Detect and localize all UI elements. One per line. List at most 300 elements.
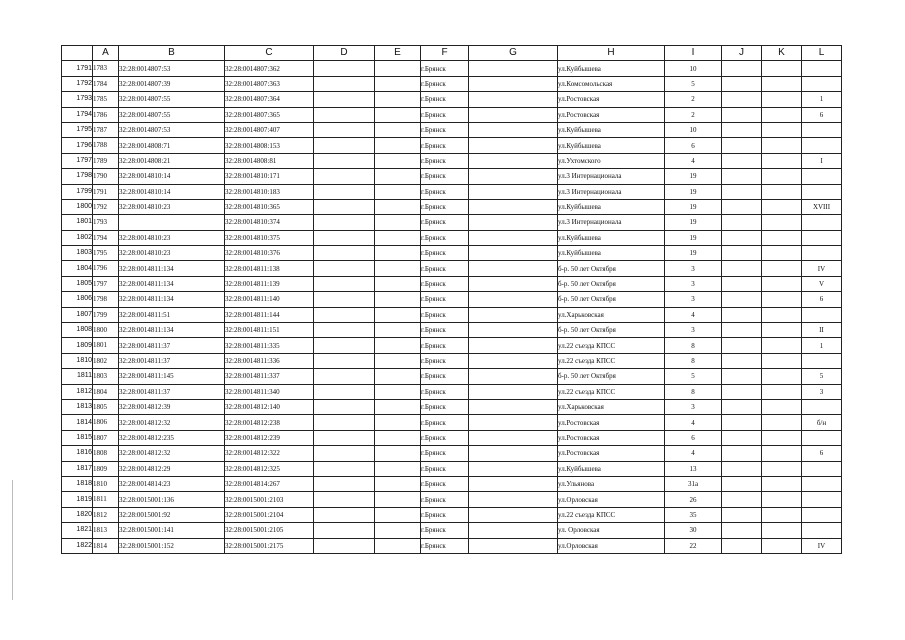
cell-a[interactable]: 1805 [93,399,119,414]
cell-e[interactable] [375,384,421,399]
cell-c[interactable]: 32:28:0014812:322 [225,446,314,461]
cell-l[interactable]: 6 [802,446,842,461]
cell-k[interactable] [762,215,802,230]
cell-a[interactable]: 1794 [93,230,119,245]
cell-f[interactable]: г.Брянск [421,199,469,214]
cell-k[interactable] [762,261,802,276]
cell-j[interactable] [722,476,762,491]
cell-l[interactable]: I [802,153,842,168]
row-number[interactable]: 1814 [62,415,93,430]
cell-i[interactable]: 2 [665,107,722,122]
cell-h[interactable]: ул.3 Интернационала [558,169,665,184]
cell-d[interactable] [314,138,375,153]
cell-l[interactable] [802,76,842,91]
cell-c[interactable]: 32:28:0014811:139 [225,276,314,291]
cell-a[interactable]: 1795 [93,246,119,261]
cell-i[interactable]: 4 [665,307,722,322]
cell-h[interactable]: ул.Ростовская [558,107,665,122]
cell-j[interactable] [722,153,762,168]
cell-l[interactable] [802,399,842,414]
cell-l[interactable]: 6 [802,292,842,307]
cell-b[interactable]: 32:28:0015001:141 [119,523,225,538]
cell-l[interactable]: 6 [802,107,842,122]
cell-g[interactable] [469,230,558,245]
row-number[interactable]: 1804 [62,261,93,276]
cell-a[interactable]: 1798 [93,292,119,307]
cell-g[interactable] [469,261,558,276]
cell-i[interactable]: 5 [665,369,722,384]
row-number[interactable]: 1821 [62,523,93,538]
cell-a[interactable]: 1791 [93,184,119,199]
cell-a[interactable]: 1812 [93,507,119,522]
cell-l[interactable]: V [802,276,842,291]
cell-h[interactable]: ул.Ростовская [558,92,665,107]
cell-a[interactable]: 1809 [93,461,119,476]
cell-f[interactable]: г.Брянск [421,261,469,276]
cell-k[interactable] [762,184,802,199]
cell-f[interactable]: г.Брянск [421,230,469,245]
cell-d[interactable] [314,492,375,507]
cell-f[interactable]: г.Брянск [421,215,469,230]
cell-f[interactable]: г.Брянск [421,61,469,76]
cell-a[interactable]: 1787 [93,122,119,137]
cell-i[interactable]: 3 [665,399,722,414]
cell-d[interactable] [314,415,375,430]
row-number[interactable]: 1797 [62,153,93,168]
cell-c[interactable]: 32:28:0014812:238 [225,415,314,430]
cell-a[interactable]: 1813 [93,523,119,538]
cell-g[interactable] [469,292,558,307]
cell-i[interactable]: 5 [665,76,722,91]
cell-b[interactable]: 32:28:0014811:37 [119,353,225,368]
cell-g[interactable] [469,276,558,291]
cell-j[interactable] [722,276,762,291]
cell-g[interactable] [469,153,558,168]
cell-d[interactable] [314,276,375,291]
column-header-e[interactable]: E [375,46,421,61]
row-number[interactable]: 1795 [62,122,93,137]
cell-c[interactable]: 32:28:0014811:140 [225,292,314,307]
cell-g[interactable] [469,369,558,384]
cell-d[interactable] [314,384,375,399]
cell-h[interactable]: ул.Куйбышева [558,230,665,245]
cell-a[interactable]: 1790 [93,169,119,184]
cell-h[interactable]: ул.Орловская [558,538,665,553]
row-number[interactable]: 1820 [62,507,93,522]
cell-a[interactable]: 1785 [93,92,119,107]
column-header-l[interactable]: L [802,46,842,61]
cell-g[interactable] [469,92,558,107]
cell-i[interactable]: 6 [665,430,722,445]
cell-i[interactable]: 19 [665,199,722,214]
cell-e[interactable] [375,538,421,553]
cell-b[interactable]: 32:28:0014811:51 [119,307,225,322]
cell-f[interactable]: г.Брянск [421,292,469,307]
cell-e[interactable] [375,215,421,230]
cell-c[interactable]: 32:28:0014811:144 [225,307,314,322]
cell-b[interactable]: 32:28:0014808:21 [119,153,225,168]
cell-i[interactable]: 19 [665,215,722,230]
cell-f[interactable]: г.Брянск [421,507,469,522]
cell-i[interactable]: 4 [665,153,722,168]
cell-l[interactable] [802,307,842,322]
cell-f[interactable]: г.Брянск [421,353,469,368]
cell-g[interactable] [469,399,558,414]
cell-f[interactable]: г.Брянск [421,184,469,199]
cell-k[interactable] [762,399,802,414]
cell-j[interactable] [722,199,762,214]
cell-i[interactable]: 19 [665,230,722,245]
cell-k[interactable] [762,276,802,291]
cell-d[interactable] [314,476,375,491]
cell-h[interactable]: ул. Орловская [558,523,665,538]
cell-a[interactable]: 1783 [93,61,119,76]
column-header-f[interactable]: F [421,46,469,61]
cell-d[interactable] [314,538,375,553]
cell-e[interactable] [375,246,421,261]
column-header-j[interactable]: J [722,46,762,61]
cell-b[interactable] [119,215,225,230]
cell-d[interactable] [314,369,375,384]
cell-a[interactable]: 1797 [93,276,119,291]
cell-k[interactable] [762,507,802,522]
cell-l[interactable] [802,61,842,76]
cell-f[interactable]: г.Брянск [421,323,469,338]
cell-c[interactable]: 32:28:0014812:140 [225,399,314,414]
row-number[interactable]: 1812 [62,384,93,399]
cell-k[interactable] [762,353,802,368]
cell-j[interactable] [722,76,762,91]
cell-h[interactable]: ул.Харьковская [558,307,665,322]
cell-j[interactable] [722,399,762,414]
cell-l[interactable] [802,246,842,261]
cell-c[interactable]: 32:28:0014811:335 [225,338,314,353]
cell-g[interactable] [469,184,558,199]
cell-a[interactable]: 1814 [93,538,119,553]
cell-e[interactable] [375,153,421,168]
cell-g[interactable] [469,384,558,399]
cell-l[interactable] [802,430,842,445]
cell-i[interactable]: 8 [665,338,722,353]
cell-c[interactable]: 32:28:0015001:2105 [225,523,314,538]
cell-j[interactable] [722,538,762,553]
cell-b[interactable]: 32:28:0014807:55 [119,107,225,122]
cell-d[interactable] [314,199,375,214]
row-number[interactable]: 1817 [62,461,93,476]
cell-a[interactable]: 1799 [93,307,119,322]
cell-g[interactable] [469,353,558,368]
cell-f[interactable]: г.Брянск [421,461,469,476]
cell-d[interactable] [314,246,375,261]
cell-d[interactable] [314,292,375,307]
cell-b[interactable]: 32:28:0014810:23 [119,246,225,261]
cell-g[interactable] [469,507,558,522]
column-header-d[interactable]: D [314,46,375,61]
cell-d[interactable] [314,184,375,199]
row-number[interactable]: 1808 [62,323,93,338]
cell-i[interactable]: 8 [665,384,722,399]
cell-a[interactable]: 1801 [93,338,119,353]
cell-h[interactable]: ул.Ухтомского [558,153,665,168]
cell-j[interactable] [722,338,762,353]
cell-j[interactable] [722,353,762,368]
cell-j[interactable] [722,507,762,522]
row-number[interactable]: 1819 [62,492,93,507]
cell-i[interactable]: 13 [665,461,722,476]
cell-b[interactable]: 32:28:0014811:37 [119,384,225,399]
cell-j[interactable] [722,246,762,261]
cell-k[interactable] [762,338,802,353]
cell-e[interactable] [375,492,421,507]
cell-a[interactable]: 1786 [93,107,119,122]
cell-l[interactable] [802,507,842,522]
row-number[interactable]: 1822 [62,538,93,553]
cell-j[interactable] [722,492,762,507]
cell-h[interactable]: б-р. 50 лет Октября [558,292,665,307]
cell-c[interactable]: 32:28:0014807:362 [225,61,314,76]
cell-g[interactable] [469,76,558,91]
column-header-h[interactable]: H [558,46,665,61]
cell-f[interactable]: г.Брянск [421,523,469,538]
cell-h[interactable]: ул.3 Интернационала [558,184,665,199]
cell-b[interactable]: 32:28:0014812:32 [119,446,225,461]
cell-j[interactable] [722,261,762,276]
cell-k[interactable] [762,323,802,338]
row-number[interactable]: 1813 [62,399,93,414]
column-header-i[interactable]: I [665,46,722,61]
cell-e[interactable] [375,461,421,476]
cell-b[interactable]: 32:28:0014811:134 [119,323,225,338]
cell-a[interactable]: 1810 [93,476,119,491]
cell-k[interactable] [762,122,802,137]
cell-l[interactable]: б/н [802,415,842,430]
cell-c[interactable]: 32:28:0014810:374 [225,215,314,230]
cell-k[interactable] [762,292,802,307]
cell-b[interactable]: 32:28:0014812:32 [119,415,225,430]
row-number[interactable]: 1810 [62,353,93,368]
column-header-a[interactable]: A [93,46,119,61]
cell-k[interactable] [762,415,802,430]
cell-d[interactable] [314,92,375,107]
cell-f[interactable]: г.Брянск [421,122,469,137]
row-number[interactable]: 1805 [62,276,93,291]
cell-j[interactable] [722,307,762,322]
cell-e[interactable] [375,76,421,91]
row-number[interactable]: 1807 [62,307,93,322]
cell-g[interactable] [469,415,558,430]
cell-d[interactable] [314,169,375,184]
cell-i[interactable]: 3 [665,276,722,291]
cell-i[interactable]: 19 [665,246,722,261]
cell-h[interactable]: ул.Куйбышева [558,199,665,214]
row-number[interactable]: 1796 [62,138,93,153]
cell-l[interactable]: 1 [802,92,842,107]
cell-e[interactable] [375,476,421,491]
cell-i[interactable]: 19 [665,169,722,184]
column-header-g[interactable]: G [469,46,558,61]
cell-k[interactable] [762,307,802,322]
cell-d[interactable] [314,430,375,445]
cell-d[interactable] [314,353,375,368]
row-number[interactable]: 1801 [62,215,93,230]
cell-g[interactable] [469,492,558,507]
cell-d[interactable] [314,461,375,476]
cell-k[interactable] [762,199,802,214]
cell-e[interactable] [375,415,421,430]
cell-l[interactable] [802,215,842,230]
cell-g[interactable] [469,199,558,214]
cell-l[interactable]: IV [802,538,842,553]
cell-k[interactable] [762,246,802,261]
cell-i[interactable]: 3 [665,323,722,338]
cell-j[interactable] [722,215,762,230]
cell-f[interactable]: г.Брянск [421,246,469,261]
cell-k[interactable] [762,446,802,461]
cell-c[interactable]: 32:28:0014807:407 [225,122,314,137]
cell-k[interactable] [762,138,802,153]
cell-f[interactable]: г.Брянск [421,92,469,107]
cell-h[interactable]: ул.22 съезда КПСС [558,507,665,522]
cell-i[interactable]: 31а [665,476,722,491]
cell-k[interactable] [762,430,802,445]
cell-h[interactable]: ул.Куйбышева [558,138,665,153]
cell-b[interactable]: 32:28:0015001:136 [119,492,225,507]
cell-h[interactable]: ул.Куйбышева [558,246,665,261]
cell-j[interactable] [722,122,762,137]
cell-f[interactable]: г.Брянск [421,415,469,430]
row-number[interactable]: 1818 [62,476,93,491]
cell-k[interactable] [762,107,802,122]
cell-f[interactable]: г.Брянск [421,399,469,414]
cell-l[interactable] [802,122,842,137]
cell-e[interactable] [375,369,421,384]
cell-j[interactable] [722,369,762,384]
cell-f[interactable]: г.Брянск [421,138,469,153]
cell-d[interactable] [314,507,375,522]
cell-l[interactable]: 5 [802,369,842,384]
cell-k[interactable] [762,92,802,107]
cell-h[interactable]: ул.Харьковская [558,399,665,414]
cell-b[interactable]: 32:28:0014811:145 [119,369,225,384]
cell-e[interactable] [375,399,421,414]
cell-j[interactable] [722,384,762,399]
cell-f[interactable]: г.Брянск [421,153,469,168]
cell-l[interactable]: XVIII [802,199,842,214]
cell-k[interactable] [762,61,802,76]
row-number[interactable]: 1792 [62,76,93,91]
cell-c[interactable]: 32:28:0014807:363 [225,76,314,91]
cell-h[interactable]: ул.Куйбышева [558,61,665,76]
cell-g[interactable] [469,246,558,261]
cell-l[interactable] [802,169,842,184]
cell-i[interactable]: 10 [665,122,722,137]
row-number[interactable]: 1811 [62,369,93,384]
cell-d[interactable] [314,261,375,276]
cell-e[interactable] [375,199,421,214]
cell-j[interactable] [722,169,762,184]
row-number[interactable]: 1816 [62,446,93,461]
cell-f[interactable]: г.Брянск [421,107,469,122]
cell-g[interactable] [469,538,558,553]
cell-a[interactable]: 1807 [93,430,119,445]
cell-k[interactable] [762,153,802,168]
cell-g[interactable] [469,169,558,184]
cell-d[interactable] [314,338,375,353]
cell-e[interactable] [375,446,421,461]
cell-h[interactable]: ул.Ростовская [558,415,665,430]
cell-c[interactable]: 32:28:0014810:375 [225,230,314,245]
cell-g[interactable] [469,461,558,476]
cell-g[interactable] [469,476,558,491]
cell-c[interactable]: 32:28:0014808:81 [225,153,314,168]
cell-b[interactable]: 32:28:0014812:235 [119,430,225,445]
cell-b[interactable]: 32:28:0015001:92 [119,507,225,522]
cell-b[interactable]: 32:28:0014810:23 [119,199,225,214]
cell-d[interactable] [314,153,375,168]
cell-e[interactable] [375,276,421,291]
cell-l[interactable] [802,461,842,476]
cell-h[interactable]: б-р. 50 лет Октября [558,369,665,384]
cell-j[interactable] [722,92,762,107]
cell-g[interactable] [469,523,558,538]
cell-d[interactable] [314,230,375,245]
cell-a[interactable]: 1808 [93,446,119,461]
cell-i[interactable]: 30 [665,523,722,538]
cell-g[interactable] [469,107,558,122]
cell-c[interactable]: 32:28:0014810:171 [225,169,314,184]
cell-d[interactable] [314,523,375,538]
cell-i[interactable]: 19 [665,184,722,199]
cell-a[interactable]: 1803 [93,369,119,384]
row-number[interactable]: 1798 [62,169,93,184]
cell-b[interactable]: 32:28:0014807:39 [119,76,225,91]
cell-c[interactable]: 32:28:0014814:267 [225,476,314,491]
cell-e[interactable] [375,292,421,307]
column-header-c[interactable]: C [225,46,314,61]
cell-j[interactable] [722,107,762,122]
cell-k[interactable] [762,461,802,476]
cell-l[interactable]: 3 [802,384,842,399]
cell-i[interactable]: 4 [665,415,722,430]
cell-i[interactable]: 3 [665,261,722,276]
cell-i[interactable]: 3 [665,292,722,307]
cell-j[interactable] [722,430,762,445]
cell-e[interactable] [375,92,421,107]
cell-g[interactable] [469,215,558,230]
cell-l[interactable] [802,230,842,245]
cell-d[interactable] [314,323,375,338]
cell-k[interactable] [762,76,802,91]
cell-e[interactable] [375,107,421,122]
cell-l[interactable] [802,184,842,199]
cell-e[interactable] [375,323,421,338]
cell-e[interactable] [375,353,421,368]
cell-f[interactable]: г.Брянск [421,76,469,91]
corner-cell[interactable] [62,46,93,61]
cell-e[interactable] [375,523,421,538]
cell-g[interactable] [469,307,558,322]
cell-k[interactable] [762,523,802,538]
cell-k[interactable] [762,230,802,245]
cell-i[interactable]: 35 [665,507,722,522]
row-number[interactable]: 1794 [62,107,93,122]
cell-e[interactable] [375,169,421,184]
cell-l[interactable] [802,523,842,538]
cell-c[interactable]: 32:28:0014807:364 [225,92,314,107]
cell-i[interactable]: 26 [665,492,722,507]
cell-c[interactable]: 32:28:0014807:365 [225,107,314,122]
cell-b[interactable]: 32:28:0014811:134 [119,261,225,276]
